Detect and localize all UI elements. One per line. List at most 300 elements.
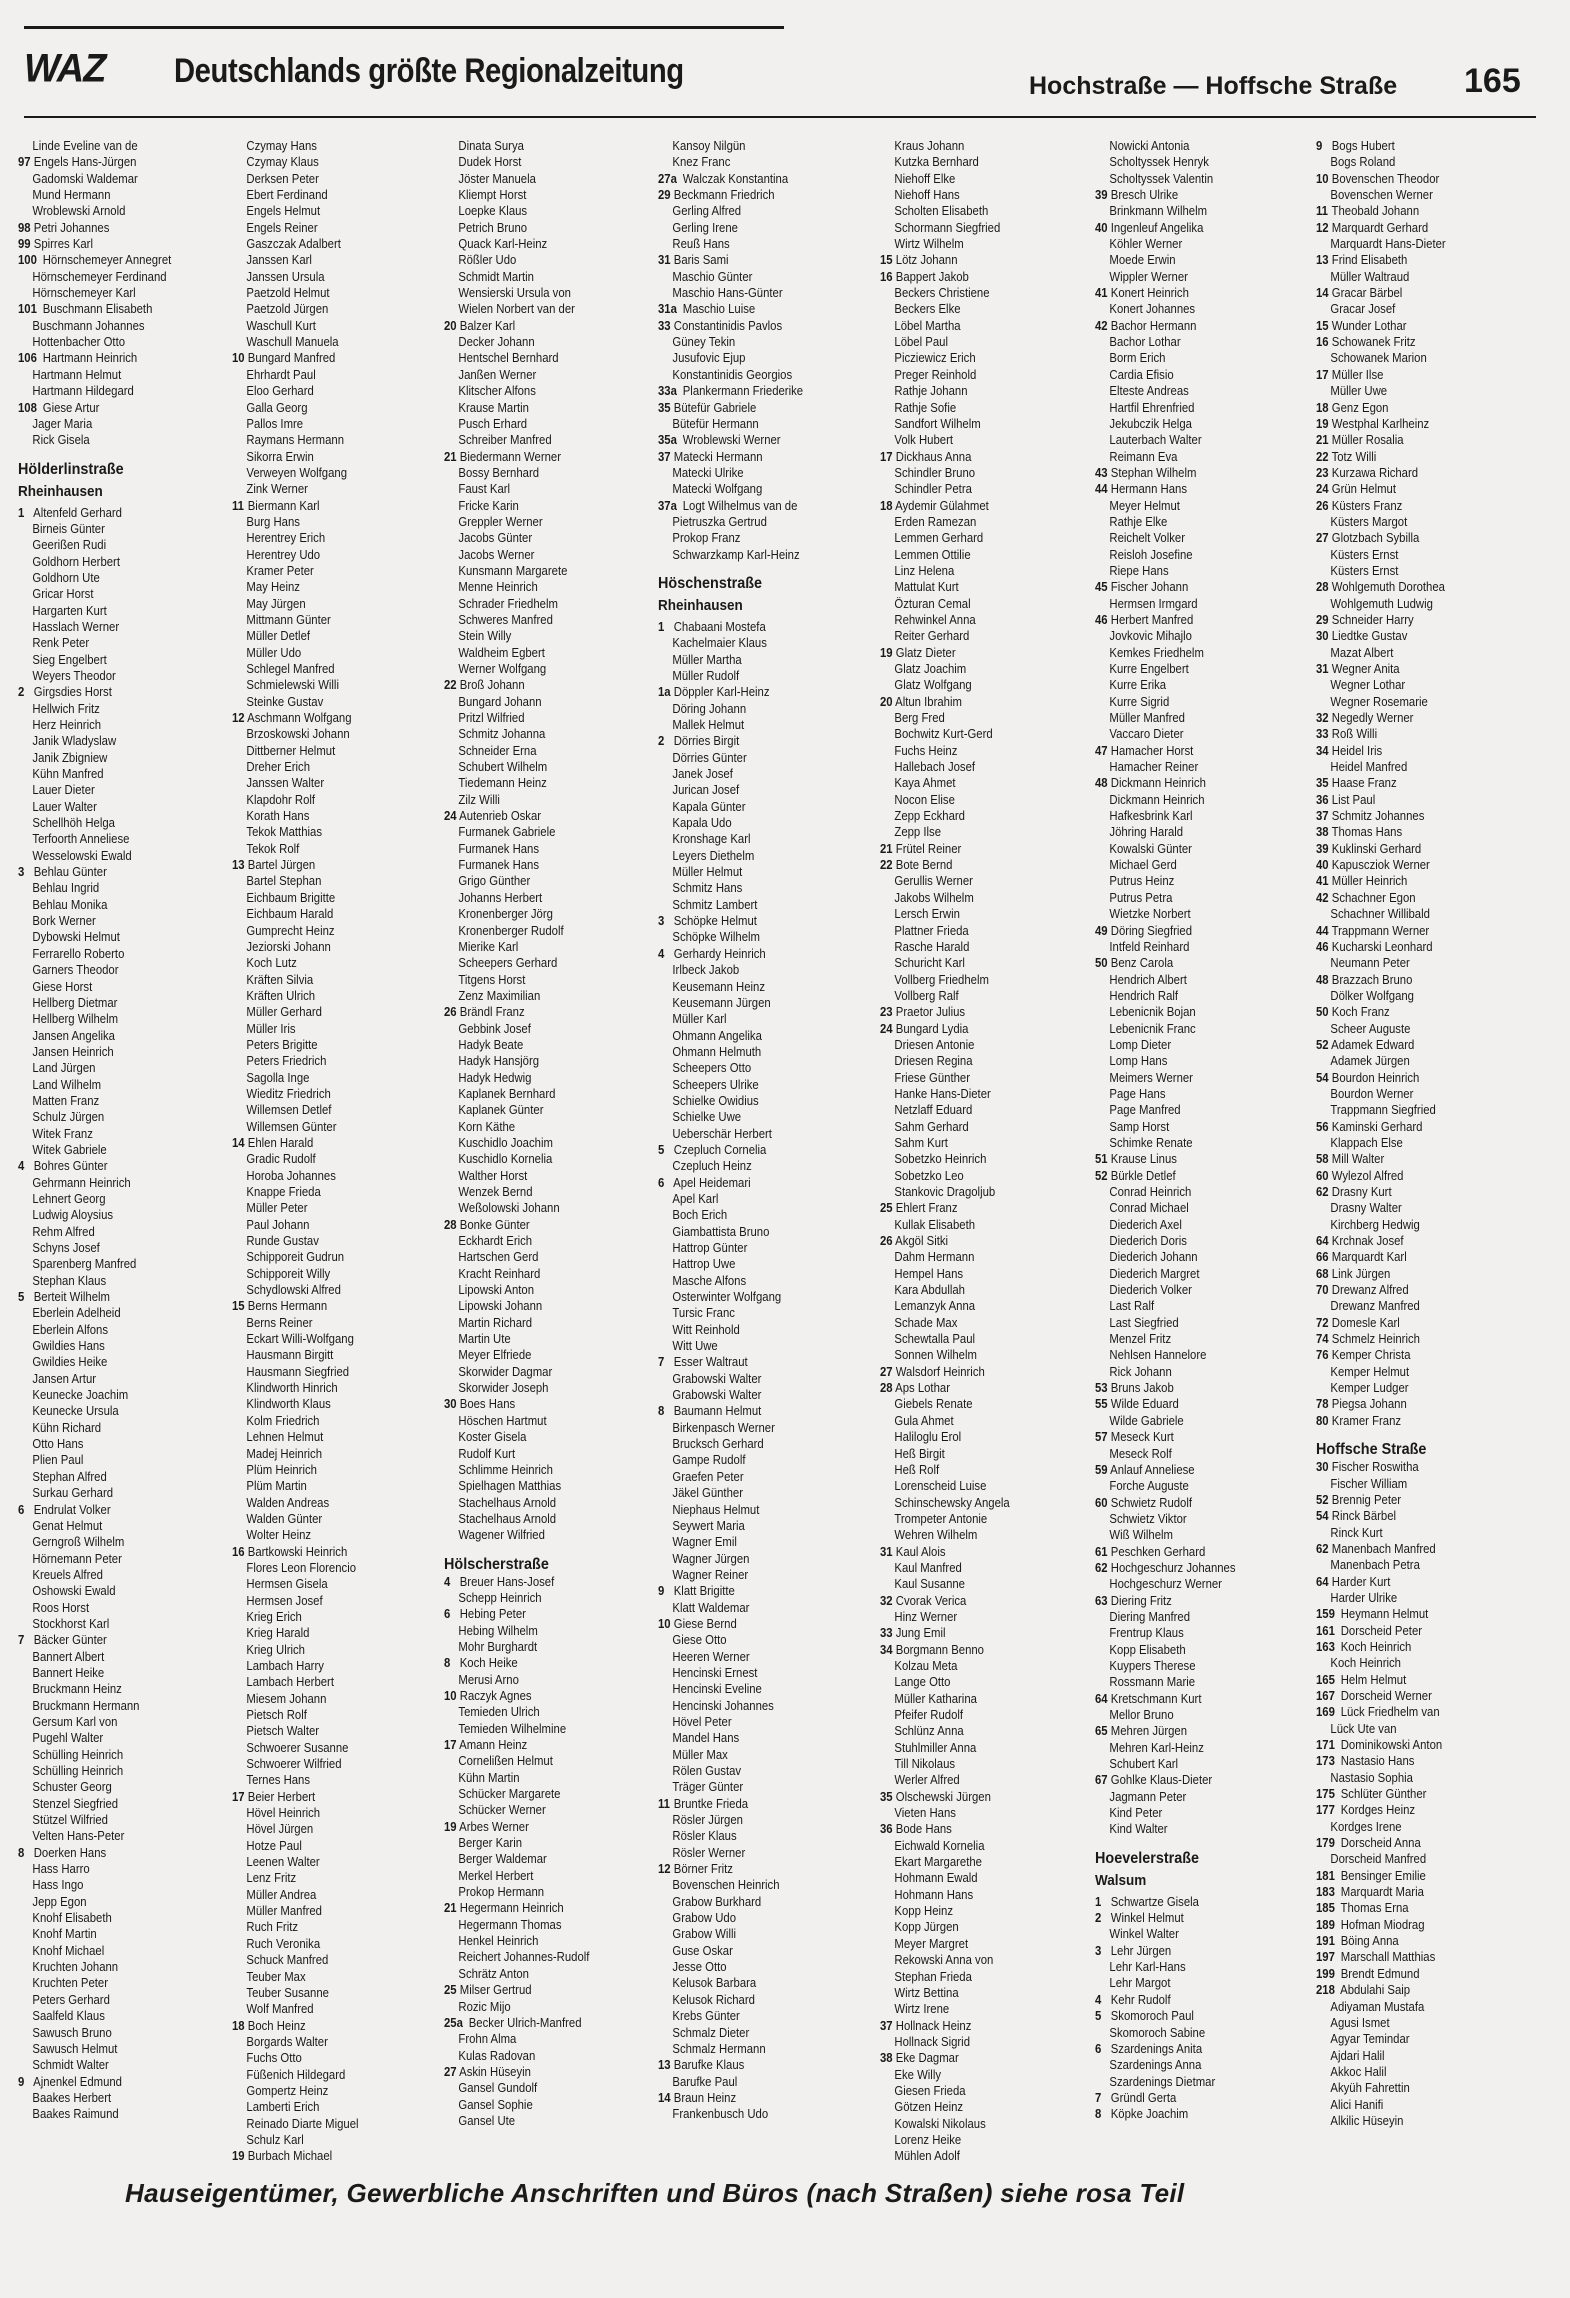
- house-number: 39: [1095, 188, 1108, 203]
- directory-entry: [880, 514, 1051, 530]
- resident-name: Szardenings Anna: [1109, 2058, 1202, 2073]
- directory-column-5: [880, 138, 1070, 2165]
- house-number: 25a: [444, 2015, 463, 2030]
- directory-entry: [18, 1060, 189, 1076]
- resident-name: May Jürgen: [246, 596, 306, 611]
- directory-entry: [444, 759, 615, 775]
- resident-name: Graefen Peter: [672, 1469, 744, 1484]
- resident-name: Doerken Hans: [33, 1845, 107, 1860]
- resident-name: Surkau Gerhard: [32, 1486, 114, 1501]
- resident-name: Meimers Werner: [1109, 1070, 1193, 1085]
- house-number: 12: [232, 711, 245, 726]
- directory-entry: [444, 1917, 615, 1933]
- resident-name: Szardenings Dietmar: [1109, 2074, 1216, 2089]
- resident-name: Wirtz Irene: [894, 2002, 950, 2017]
- resident-name: Martin Richard: [458, 1315, 533, 1330]
- directory-entry: [232, 465, 403, 481]
- resident-name: Schwartze Gisela: [1110, 1894, 1199, 1909]
- directory-entry: [232, 1233, 403, 1249]
- directory-entry: [1316, 1737, 1487, 1753]
- directory-entry: [1316, 1331, 1487, 1347]
- resident-name: Marquardt Maria: [1340, 1885, 1424, 1900]
- directory-entry: [658, 1289, 829, 1305]
- resident-name: Baris Sami: [673, 253, 729, 268]
- house-number: 9: [18, 2074, 25, 2089]
- directory-entry: [658, 1469, 829, 1485]
- resident-name: Schrätz Anton: [458, 1966, 529, 1981]
- resident-name: Birneis Günter: [32, 521, 105, 536]
- resident-name: Diederich Johann: [1109, 1250, 1198, 1265]
- resident-name: Lorenz Heike: [894, 2132, 962, 2147]
- house-number: 33a: [658, 384, 677, 399]
- resident-name: Kelusok Richard: [672, 1992, 755, 2007]
- house-number: 13: [232, 858, 245, 873]
- resident-name: Maschio Luise: [682, 302, 756, 317]
- directory-entry: [232, 1217, 403, 1233]
- directory-entry: [444, 1315, 615, 1331]
- resident-name: Tiedemann Heinz: [458, 776, 547, 791]
- directory-entry: [232, 1413, 403, 1429]
- house-number: 52: [1316, 1037, 1329, 1052]
- directory-entry: [444, 285, 615, 301]
- resident-name: Eke Willy: [894, 2067, 942, 2082]
- resident-name: Agusi Ismet: [1330, 2015, 1390, 2030]
- house-number: 24: [880, 1021, 893, 1036]
- resident-name: Gersum Karl von: [32, 1714, 118, 1729]
- directory-entry: [658, 619, 829, 635]
- directory-entry: [232, 1854, 403, 1870]
- resident-name: Drewanz Manfred: [1330, 1299, 1420, 1314]
- directory-entry: [18, 1714, 189, 1730]
- resident-name: Kühn Martin: [458, 1770, 520, 1785]
- resident-name: Czymay Klaus: [246, 155, 319, 170]
- resident-name: Klitscher Alfons: [458, 384, 536, 399]
- resident-name: Braun Heinz: [673, 2090, 737, 2105]
- resident-name: Müller Detlef: [246, 629, 311, 644]
- resident-name: Schulz Karl: [246, 2132, 304, 2147]
- directory-entry: [444, 2097, 615, 2113]
- resident-name: Rößler Udo: [458, 253, 517, 268]
- resident-name: Skomoroch Paul: [1110, 2009, 1194, 2024]
- resident-name: Willemsen Detlef: [246, 1103, 332, 1118]
- resident-name: Bartkowski Heinrich: [247, 1544, 348, 1559]
- directory-entry: [18, 554, 189, 570]
- resident-name: Janßen Werner: [458, 367, 537, 382]
- directory-entry: [444, 1331, 615, 1347]
- directory-entry: [232, 2099, 403, 2115]
- resident-name: Lebenicnik Bojan: [1109, 1005, 1196, 1020]
- house-number: 1: [1095, 1894, 1102, 1909]
- directory-entry: [1095, 547, 1266, 563]
- directory-entry: [232, 645, 403, 661]
- house-number: 58: [1316, 1152, 1329, 1167]
- directory-entry: [1316, 1884, 1487, 1900]
- resident-name: Balzer Karl: [459, 318, 516, 333]
- directory-entry: [18, 880, 189, 896]
- house-number: 4: [658, 946, 665, 961]
- directory-entry: [658, 2057, 829, 2073]
- directory-entry: [1095, 1037, 1266, 1053]
- directory-entry: [1095, 400, 1266, 416]
- house-number: 37: [1316, 809, 1329, 824]
- directory-entry: [880, 824, 1051, 840]
- house-number: 5: [658, 1142, 665, 1157]
- house-number: 177: [1316, 1803, 1335, 1818]
- directory-entry: [658, 2041, 829, 2057]
- directory-entry: [1316, 2031, 1487, 2047]
- directory-entry: [658, 1551, 829, 1567]
- directory-entry: [1095, 1233, 1266, 1249]
- directory-entry: [444, 1266, 615, 1282]
- resident-name: Gerling Irene: [672, 220, 738, 235]
- house-number: 40: [1095, 220, 1108, 235]
- resident-name: Kunsmann Margarete: [458, 563, 568, 578]
- directory-entry: [18, 603, 189, 619]
- house-number: 4: [18, 1159, 25, 1174]
- directory-entry: [1316, 1086, 1487, 1102]
- directory-entry: [880, 792, 1051, 808]
- directory-entry: [1095, 1331, 1266, 1347]
- resident-name: Witek Franz: [32, 1126, 93, 1141]
- resident-name: Zenz Maximilian: [458, 988, 541, 1003]
- resident-name: Schipporeit Gudrun: [246, 1250, 345, 1265]
- directory-entry: [658, 465, 829, 481]
- resident-name: Cardia Efisio: [1109, 367, 1174, 382]
- resident-name: Teuber Max: [246, 1969, 306, 1984]
- resident-name: Kruchten Peter: [32, 1976, 109, 1991]
- resident-name: Hegermann Heinrich: [459, 1901, 564, 1916]
- directory-entry: [232, 1429, 403, 1445]
- house-number: 2: [18, 685, 25, 700]
- directory-entry: [232, 1789, 403, 1805]
- resident-name: Stephan Alfred: [32, 1469, 107, 1484]
- directory-entry: [444, 743, 615, 759]
- directory-entry: [1316, 1917, 1487, 1933]
- resident-name: Pietruszka Gertrud: [672, 514, 767, 529]
- directory-entry: [1316, 1037, 1487, 1053]
- resident-name: Kurzawa Richard: [1331, 465, 1419, 480]
- directory-entry: [1095, 873, 1266, 889]
- directory-entry: [444, 792, 615, 808]
- resident-name: Scholtyssek Valentin: [1109, 171, 1214, 186]
- directory-entry: [1316, 187, 1487, 203]
- resident-name: Kaplanek Bernhard: [458, 1086, 556, 1101]
- resident-name: Ekart Margarethe: [894, 1855, 982, 1870]
- page-number: 165: [1464, 62, 1521, 100]
- resident-name: Eichbaum Brigitte: [246, 890, 336, 905]
- resident-name: Kullak Elisabeth: [894, 1217, 976, 1232]
- resident-name: Kowalski Günter: [1109, 841, 1192, 856]
- directory-entry: [18, 1420, 189, 1436]
- directory-entry: [880, 743, 1051, 759]
- directory-entry: [658, 1354, 829, 1370]
- directory-entry: [18, 252, 189, 268]
- directory-entry: [18, 1959, 189, 1975]
- header-top-rule: [24, 26, 784, 29]
- directory-entry: [1316, 1508, 1487, 1524]
- directory-entry: [1095, 939, 1266, 955]
- resident-name: Thomas Hans: [1331, 825, 1403, 840]
- house-number: 175: [1316, 1787, 1335, 1802]
- directory-entry: [18, 220, 189, 236]
- resident-name: Steinke Gustav: [246, 694, 324, 709]
- directory-entry: [880, 1037, 1051, 1053]
- resident-name: Hochgeschurz Werner: [1109, 1577, 1222, 1592]
- directory-entry: [658, 1420, 829, 1436]
- directory-entry: [880, 2001, 1051, 2017]
- resident-name: Kronshage Karl: [672, 832, 751, 847]
- directory-entry: [18, 1256, 189, 1272]
- directory-entry: [1316, 1574, 1487, 1590]
- resident-name: Vollberg Ralf: [894, 988, 959, 1003]
- directory-entry: [1316, 923, 1487, 939]
- directory-entry: [880, 1249, 1051, 1265]
- directory-entry: [658, 652, 829, 668]
- directory-entry: [1316, 775, 1487, 791]
- directory-entry: [444, 1151, 615, 1167]
- directory-entry: [1095, 1462, 1266, 1478]
- resident-name: Spirres Karl: [33, 237, 93, 252]
- resident-name: Rozic Mijo: [458, 1999, 511, 2014]
- resident-name: Schmitz Lambert: [672, 897, 758, 912]
- directory-entry: [1095, 857, 1266, 873]
- resident-name: Abdulahi Saip: [1340, 1983, 1411, 1998]
- directory-entry: [232, 1495, 403, 1511]
- resident-name: Giese Artur: [42, 400, 100, 415]
- house-number: 10: [444, 1688, 457, 1703]
- directory-entry: [444, 171, 615, 187]
- resident-name: Küsters Franz: [1331, 498, 1403, 513]
- directory-entry: [444, 1429, 615, 1445]
- directory-entry: [658, 1943, 829, 1959]
- resident-name: Wirtz Wilhelm: [894, 237, 964, 252]
- directory-entry: [444, 498, 615, 514]
- directory-entry: [232, 187, 403, 203]
- directory-entry: [880, 2067, 1051, 2083]
- directory-entry: [1095, 1674, 1266, 1690]
- resident-name: Bütefür Gabriele: [673, 400, 757, 415]
- directory-entry: [1316, 1233, 1487, 1249]
- resident-name: Stockhorst Karl: [32, 1616, 110, 1631]
- resident-name: Borgmann Benno: [895, 1642, 984, 1657]
- resident-name: Schyns Josef: [32, 1241, 100, 1255]
- house-number: 7: [1095, 2090, 1102, 2105]
- resident-name: Beckers Elke: [894, 302, 961, 317]
- resident-name: Haase Franz: [1331, 776, 1397, 791]
- resident-name: Wunder Lothar: [1331, 318, 1407, 333]
- resident-name: Füßenich Hildegard: [246, 2067, 346, 2082]
- resident-name: Behlau Ingrid: [32, 881, 100, 896]
- resident-name: Bruckmann Hermann: [32, 1698, 140, 1713]
- directory-entry: [18, 350, 189, 366]
- resident-name: Köhler Werner: [1109, 237, 1183, 252]
- resident-name: Hotze Paul: [246, 1838, 302, 1853]
- resident-name: Kopp Heinz: [894, 1904, 953, 1919]
- resident-name: Krieg Ulrich: [246, 1642, 305, 1657]
- resident-name: Becker Ulrich-Manfred: [468, 2015, 582, 2030]
- resident-name: Plüm Martin: [246, 1479, 307, 1494]
- resident-name: Kutzka Bernhard: [894, 155, 979, 170]
- directory-entry: [1316, 1557, 1487, 1573]
- resident-name: Schulz Jürgen: [32, 1110, 105, 1125]
- directory-entry: [18, 2090, 189, 2106]
- house-number: 3: [658, 914, 665, 929]
- directory-entry: [1095, 1821, 1266, 1837]
- directory-entry: [232, 1511, 403, 1527]
- resident-name: Hempel Hans: [894, 1266, 964, 1281]
- directory-entry: [880, 923, 1051, 939]
- house-number: 67: [1095, 1773, 1108, 1788]
- directory-entry: [1316, 514, 1487, 530]
- resident-name: Krieg Harald: [246, 1626, 310, 1641]
- resident-name: Marquardt Hans-Dieter: [1330, 237, 1446, 252]
- house-number: 8: [658, 1404, 665, 1419]
- directory-entry: [658, 449, 829, 465]
- resident-name: Ruch Veronika: [246, 1936, 321, 1951]
- directory-entry: [1316, 1004, 1487, 1020]
- directory-entry: [444, 449, 615, 465]
- directory-entry: [232, 269, 403, 285]
- resident-name: Gula Ahmet: [894, 1413, 954, 1428]
- house-number: 47: [1095, 743, 1108, 758]
- resident-name: Neumann Peter: [1330, 956, 1410, 971]
- directory-entry: [1095, 1805, 1266, 1821]
- directory-entry: [1316, 612, 1487, 628]
- house-number: 66: [1316, 1250, 1329, 1265]
- directory-entry: [880, 1266, 1051, 1282]
- resident-name: Kemkes Friedhelm: [1109, 645, 1204, 660]
- resident-name: Tekok Matthias: [246, 825, 322, 840]
- directory-entry: [658, 1796, 829, 1812]
- resident-name: Schlegel Manfred: [246, 662, 335, 676]
- resident-name: Hermann Hans: [1110, 482, 1187, 497]
- directory-entry: [880, 1527, 1051, 1543]
- resident-name: Herentrey Erich: [246, 531, 326, 546]
- directory-entry: [444, 1495, 615, 1511]
- directory-entry: [444, 923, 615, 939]
- resident-name: Garners Theodor: [32, 963, 119, 978]
- directory-entry: [658, 799, 829, 815]
- resident-name: Wolf Manfred: [246, 2002, 314, 2017]
- resident-name: Pietsch Rolf: [246, 1708, 307, 1722]
- resident-name: Hencinski Johannes: [672, 1698, 774, 1713]
- resident-name: Hencinski Ernest: [672, 1665, 758, 1680]
- directory-entry: [880, 1576, 1051, 1592]
- resident-name: Witt Reinhold: [672, 1322, 740, 1337]
- directory-entry: [232, 1021, 403, 1037]
- resident-name: Kräften Ulrich: [246, 988, 316, 1003]
- directory-entry: [232, 563, 403, 579]
- resident-name: Lehr Jürgen: [1110, 1943, 1172, 1958]
- directory-entry: [444, 203, 615, 219]
- resident-name: Pugehl Walter: [32, 1731, 104, 1746]
- resident-name: Keunecke Joachim: [32, 1388, 129, 1403]
- resident-name: Kuschidlo Joachim: [458, 1135, 553, 1150]
- resident-name: Hörnschemeyer Karl: [32, 286, 136, 301]
- directory-entry: [880, 1805, 1051, 1821]
- resident-name: Kramer Peter: [246, 563, 314, 578]
- directory-entry: [1095, 1658, 1266, 1674]
- directory-entry: [232, 1249, 403, 1265]
- street-heading: Höschenstraße: [658, 574, 763, 592]
- directory-entry: [658, 733, 829, 749]
- directory-entry: [444, 939, 615, 955]
- directory-entry: [444, 906, 615, 922]
- directory-entry: [18, 318, 189, 334]
- resident-name: Kaplanek Günter: [458, 1103, 544, 1118]
- directory-entry: [880, 1331, 1051, 1347]
- resident-name: Lauer Walter: [32, 799, 97, 814]
- directory-entry: [1316, 1802, 1487, 1818]
- directory-entry: [1095, 1446, 1266, 1462]
- house-number: 18: [880, 498, 893, 513]
- resident-name: Löbel Paul: [894, 335, 948, 350]
- directory-entry: [232, 1004, 403, 1020]
- directory-entry: [1316, 792, 1487, 808]
- house-number: 62: [1316, 1185, 1329, 1199]
- resident-name: Birkenpasch Werner: [672, 1420, 775, 1435]
- directory-entry: [1316, 350, 1487, 366]
- resident-name: Trappmann Werner: [1331, 923, 1430, 938]
- directory-entry: [880, 1969, 1051, 1985]
- directory-entry: [18, 929, 189, 945]
- directory-entry: [444, 547, 615, 563]
- resident-name: Ehrhardt Paul: [246, 367, 316, 382]
- directory-entry: [658, 1403, 829, 1419]
- directory-entry: [658, 1224, 829, 1240]
- resident-name: Stachelhaus Arnold: [458, 1495, 557, 1510]
- resident-name: Reuß Hans: [672, 237, 730, 252]
- resident-name: Vaccaro Dieter: [1109, 727, 1184, 742]
- resident-name: Knohf Michael: [32, 1943, 105, 1958]
- resident-name: Quack Karl-Heinz: [458, 237, 548, 252]
- resident-name: Meseck Rolf: [1109, 1446, 1172, 1461]
- directory-entry: [232, 1560, 403, 1576]
- directory-entry: [1316, 939, 1487, 955]
- resident-name: Plüm Heinrich: [246, 1462, 317, 1477]
- resident-name: Schubert Wilhelm: [458, 760, 548, 775]
- resident-name: Kulas Radovan: [458, 2048, 536, 2063]
- house-number: 26: [880, 1234, 893, 1249]
- resident-name: Brennig Peter: [1331, 1492, 1402, 1507]
- header-bottom-rule: [24, 116, 1536, 118]
- resident-name: List Paul: [1331, 792, 1376, 807]
- resident-name: Müller Rosalia: [1331, 433, 1404, 448]
- resident-name: Jurican Josef: [672, 783, 740, 798]
- resident-name: Lersch Erwin: [894, 907, 960, 922]
- directory-entry: [1095, 1609, 1266, 1625]
- resident-name: Theobald Johann: [1331, 204, 1420, 219]
- resident-name: Koch Heinrich: [1330, 1656, 1401, 1671]
- resident-name: Sahm Gerhard: [894, 1119, 969, 1134]
- resident-name: Intfeld Reinhard: [1109, 939, 1190, 954]
- directory-entry: [1316, 530, 1487, 546]
- directory-entry: [18, 1779, 189, 1795]
- directory-entry: [18, 1469, 189, 1485]
- resident-name: Müller Heinrich: [1331, 874, 1408, 889]
- resident-name: Burbach Michael: [247, 2149, 333, 2164]
- resident-name: Wagener Wilfried: [458, 1528, 545, 1543]
- directory-entry: [658, 1452, 829, 1468]
- resident-name: Lehnen Helmut: [246, 1430, 324, 1445]
- resident-name: Last Siegfried: [1109, 1315, 1179, 1330]
- directory-entry: [1095, 1396, 1266, 1412]
- directory-entry: [880, 1642, 1051, 1658]
- directory-entry: [444, 350, 615, 366]
- directory-entry: [18, 962, 189, 978]
- directory-entry: [18, 1551, 189, 1567]
- directory-entry: [658, 929, 829, 945]
